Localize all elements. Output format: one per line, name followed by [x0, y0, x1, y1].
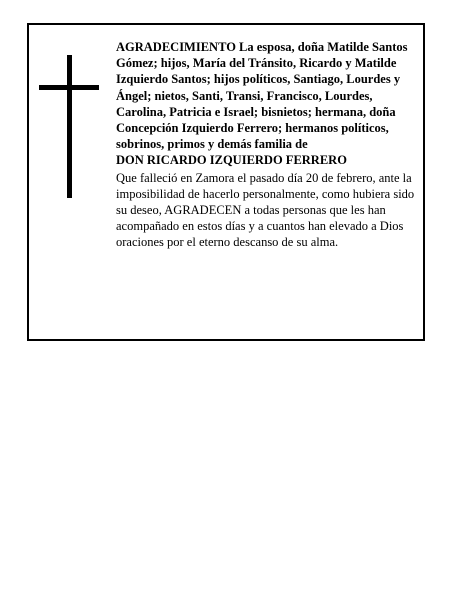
notice-body-text: Que falleció en Zamora el pasado día 20 de febrero, ante la imposibilidad de hacerlo personalmente, como hubiera sido su deseo, AGRADECEN a todas personas que les han acompañado en estos días y a cuantos han elevado a Dios oraciones por el eterno descanso de su alma.	[116, 170, 415, 250]
notice-text-column	[116, 39, 419, 251]
acknowledgement-heading: AGRADECIMIENTO La esposa, doña Matilde Santos Gómez; hijos, María del Tránsito, Ricardo y Matilde Izquierdo Santos; hijos políticos, Santiago, Lourdes y Ángel; nietos, Santi, Transi, Francisco, Lourdes, Carolina, Patricia e Israel; bisnietos; hermana, doña Concepción Izquierdo Ferrero; hermanos políticos, sobrinos, primos y demás familia de	[116, 40, 408, 152]
cross-horizontal-bar	[39, 85, 99, 90]
obituary-notice-box	[27, 23, 425, 341]
cross-vertical-bar	[67, 55, 72, 198]
deceased-name: DON RICARDO IZQUIERDO FERRERO	[116, 153, 347, 168]
latin-cross-icon	[39, 55, 99, 198]
